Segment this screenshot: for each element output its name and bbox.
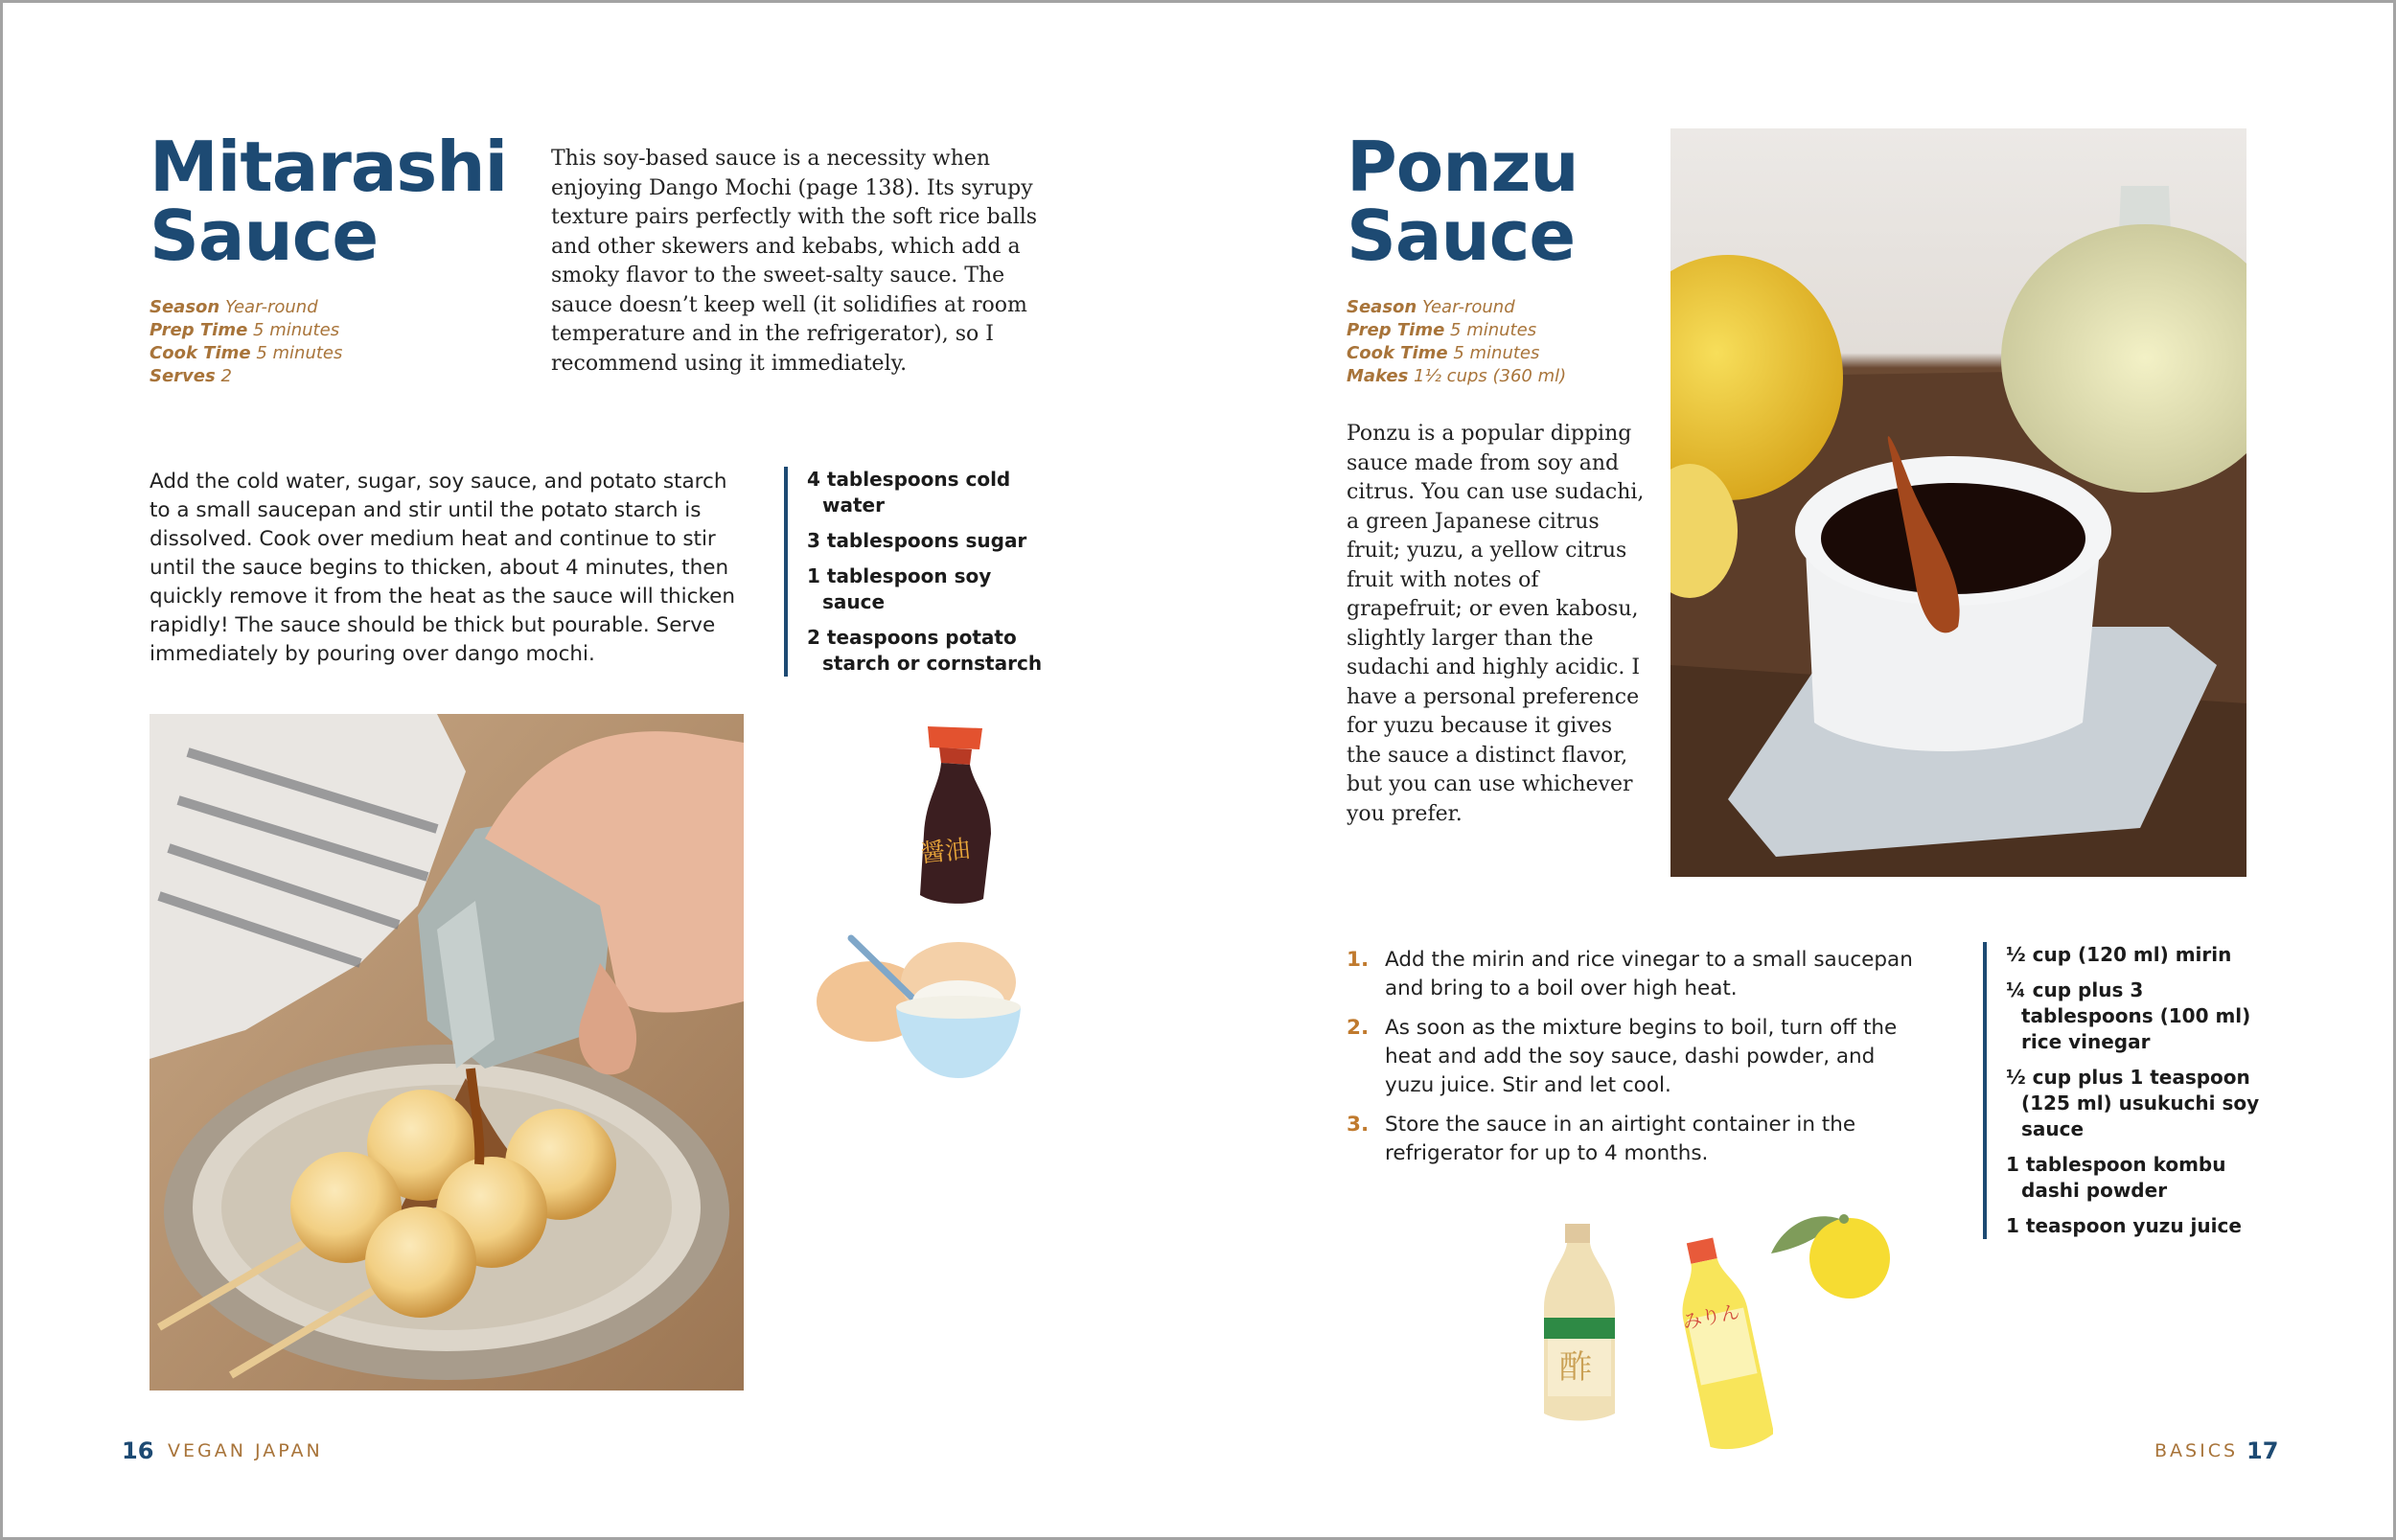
step-item xyxy=(1347,946,1922,1003)
step-text: Store the sauce in an airtight container in the refrigerator for up to 4 months. xyxy=(1385,1113,1856,1165)
vinegar-bottle-illustration xyxy=(1538,1222,1620,1423)
step-text: As soon as the mixture begins to boil, turn off the heat and add the soy sauce, dashi powder, and yuzu juice. Stir and let cool. xyxy=(1385,1016,1898,1097)
step-text: Add the mirin and rice vinegar to a small saucepan and bring to a boil over high heat. xyxy=(1385,948,1913,1000)
yuzu-fruit-illustration xyxy=(1763,1198,1893,1303)
meta-prep-time: Prep Time 5 minutes xyxy=(150,320,340,340)
title-line: Mitarashi xyxy=(150,126,508,207)
ingredients-mitarashi xyxy=(784,467,1056,677)
meta-season: Season Year-round xyxy=(1347,297,1515,317)
vinegar-label: 酢 xyxy=(1559,1348,1592,1387)
meta-cook-time: Cook Time 5 minutes xyxy=(150,343,343,363)
recipe-meta-mitarashi xyxy=(150,296,342,388)
ponzu-photo xyxy=(1670,128,2246,877)
intro-ponzu: Ponzu is a popular dipping sauce made from soy and citrus. You can use sudachi, a green Japanese citrus fruit; yuzu, a yellow citrus fruit with notes of grapefruit; or even kabosu, slightly larger than the sudachi and highly acidic. I have a personal preference for yuzu because it gives the sauce a distinct flavor, but you can use whichever you prefer. xyxy=(1347,422,1645,826)
running-head-right: BASICS xyxy=(2154,1440,2239,1461)
meta-cook-time: Cook Time 5 minutes xyxy=(1347,343,1540,363)
step-number: 1. xyxy=(1347,948,1370,972)
page-number-right: 17 xyxy=(2246,1437,2279,1464)
meta-prep-time: Prep Time 5 minutes xyxy=(1347,320,1537,340)
ingredient-item: 2 teaspoons potato starch or cornstarch xyxy=(807,626,1043,675)
running-head-left: VEGAN JAPAN xyxy=(168,1440,323,1461)
meta-season: Season Year-round xyxy=(150,297,318,317)
ingredients-ponzu xyxy=(1983,942,2265,1239)
step-number: 2. xyxy=(1347,1016,1370,1040)
meta-serves: Serves 2 xyxy=(150,366,232,386)
title-line: Ponzu xyxy=(1347,126,1578,207)
steps-ponzu xyxy=(1347,946,1922,1179)
mirin-bottle-illustration xyxy=(1672,1236,1773,1457)
ingredient-item: 1 tablespoon soy sauce xyxy=(807,564,992,613)
recipe-title-mitarashi xyxy=(150,126,508,276)
method-mitarashi: Add the cold water, sugar, soy sauce, and potato starch to a small saucepan and stir until the potato starch is dissolved. Cook over medium heat and continue to stir until the sauce begins to thicken, about 4 minutes, then quickly remove it from the heat as the sauce will thicken rapidly! The sauce should be thick but pourable. Serve immediately by pouring over dango mochi. xyxy=(150,470,735,666)
step-item xyxy=(1347,1014,1922,1100)
title-line: Sauce xyxy=(1347,195,1576,276)
step-number: 3. xyxy=(1347,1113,1370,1137)
potato-starch-illustration xyxy=(815,934,1030,1083)
ingredient-item: ½ cup plus 1 teaspoon (125 ml) usukuchi soy sauce xyxy=(2006,1066,2260,1140)
ingredient-item: ½ cup (120 ml) mirin xyxy=(2006,943,2232,966)
dango-photo xyxy=(150,714,744,1391)
intro-mitarashi: This soy-based sauce is a necessity when enjoying Dango Mochi (page 138). Its syrupy texture pairs perfectly with the soft rice balls and other skewers and kebabs, which add a smoky flavor to the sweet-salty sauce. The sauce doesn’t keep well (it solidifies at room temperature and in the refrigerator), so I recommend using it immediately. xyxy=(551,147,1038,376)
title-line: Sauce xyxy=(150,195,379,276)
meta-makes: Makes 1½ cups (360 ml) xyxy=(1347,366,1567,386)
ingredient-item: 3 tablespoons sugar xyxy=(807,529,1027,552)
soy-bottle-label: 醤油 xyxy=(918,835,972,869)
step-item xyxy=(1347,1111,1922,1168)
ingredient-item: 1 teaspoon yuzu juice xyxy=(2006,1214,2242,1237)
page-number-left: 16 xyxy=(122,1437,154,1464)
mirin-label: みりん xyxy=(1680,1299,1742,1334)
recipe-title-ponzu xyxy=(1347,126,1578,276)
ingredient-item: 4 tablespoons cold water xyxy=(807,468,1011,517)
ingredient-item: ¼ cup plus 3 tablespoons (100 ml) rice vinegar xyxy=(2006,978,2251,1053)
recipe-meta-ponzu xyxy=(1347,296,1566,388)
ingredient-item: 1 tablespoon kombu dashi powder xyxy=(2006,1153,2226,1202)
soy-sauce-bottle-illustration xyxy=(891,719,1016,910)
